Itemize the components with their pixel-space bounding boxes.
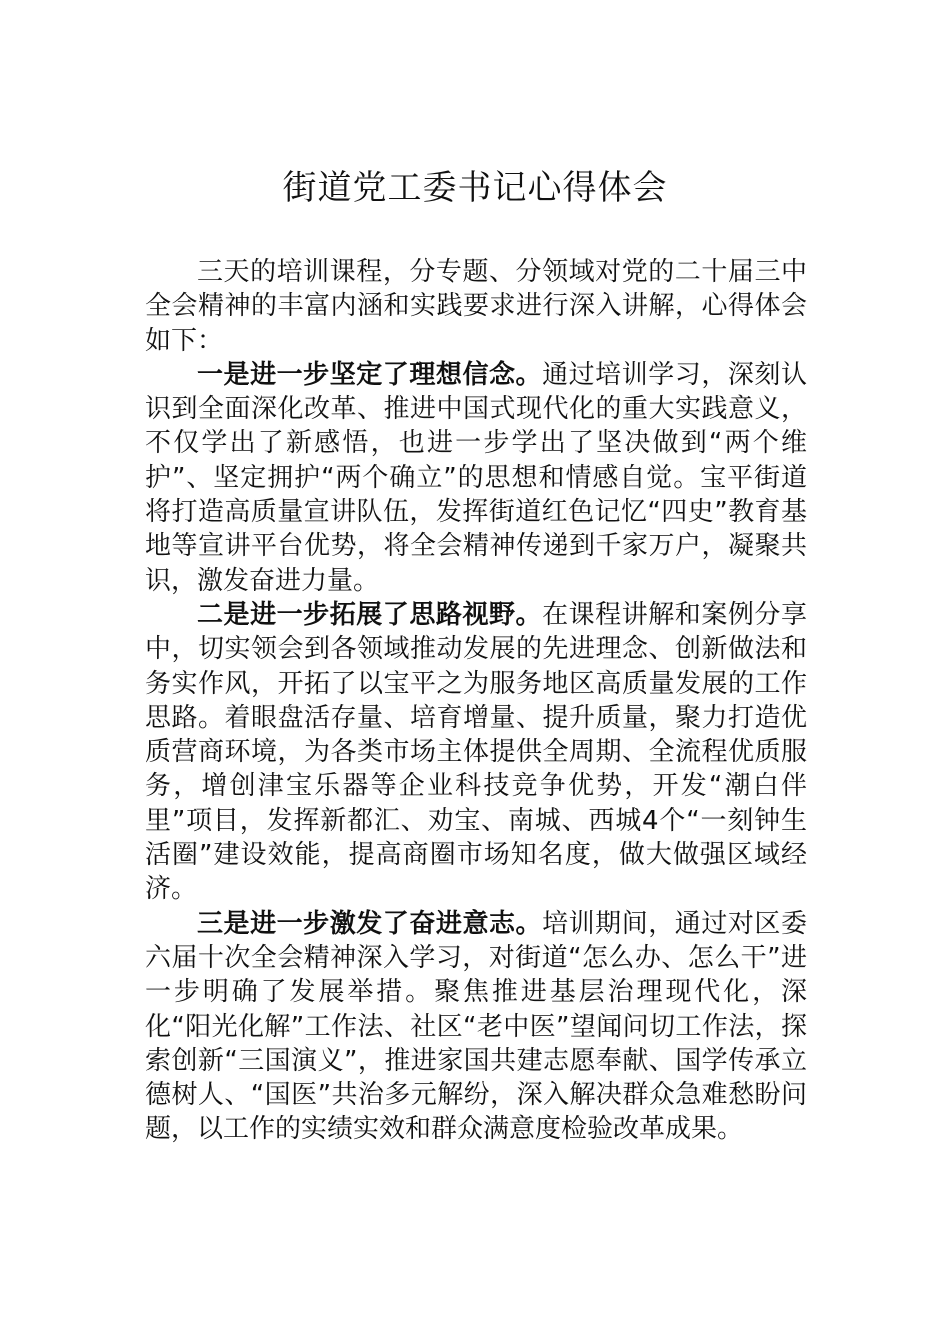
section-text-2: 在课程讲解和案例分享中，切实领会到各领域推动发展的先进理念、创新做法和务实作风，开拓了以宝平之为服务地区高质量发展的工作思路。着眼盘活存量、培育增量、提升质量，聚力打造优质营商环境，为各类市场主体提供全周期、全流程优质服务，增创津宝乐器等企业科技竞争优势，开发“潮白伴里”项目，发挥新都汇、劝宝、南城、西城4个“一刻钟生活圈”建设效能，提高商圈市场知名度，做大做强区域经济。 bbox=[145, 599, 807, 905]
section-heading-2: 二是进一步拓展了思路视野。 bbox=[197, 599, 543, 630]
section-paragraph-3 bbox=[145, 907, 807, 1147]
section-text-1: 通过培训学习，深刻认识到全面深化改革、推进中国式现代化的重大实践意义，不仅学出了新感悟，也进一步学出了坚决做到“两个维护”、坚定拥护“两个确立”的思想和情感自觉。宝平街道将打造高质量宣讲队伍，发挥街道红色记忆“四史”教育基地等宣讲平台优势，将全会精神传递到千家万户，凝聚共识，激发奋进力量。 bbox=[145, 359, 807, 596]
section-paragraph-2 bbox=[145, 598, 807, 907]
section-text-3: 培训期间，通过对区委六届十次全会精神深入学习，对街道“怎么办、怎么干”进一步明确了发展举措。聚焦推进基层治理现代化，深化“阳光化解”工作法、社区“老中医”望闻问切工作法，探索创新“三国演义”，推进家国共建志愿奉献、国学传承立德树人、“国医”共治多元解纷，深入解决群众急难愁盼问题，以工作的实绩实效和群众满意度检验改革成果。 bbox=[145, 908, 807, 1145]
document-body bbox=[145, 255, 807, 1147]
section-paragraph-1 bbox=[145, 358, 807, 598]
section-heading-1: 一是进一步坚定了理想信念。 bbox=[197, 359, 543, 390]
intro-paragraph: 三天的培训课程，分专题、分领域对党的二十届三中全会精神的丰富内涵和实践要求进行深入讲解，心得体会如下： bbox=[145, 257, 807, 356]
document-title: 街道党工委书记心得体会 bbox=[282, 168, 668, 208]
section-heading-3: 三是进一步激发了奋进意志。 bbox=[197, 908, 543, 939]
